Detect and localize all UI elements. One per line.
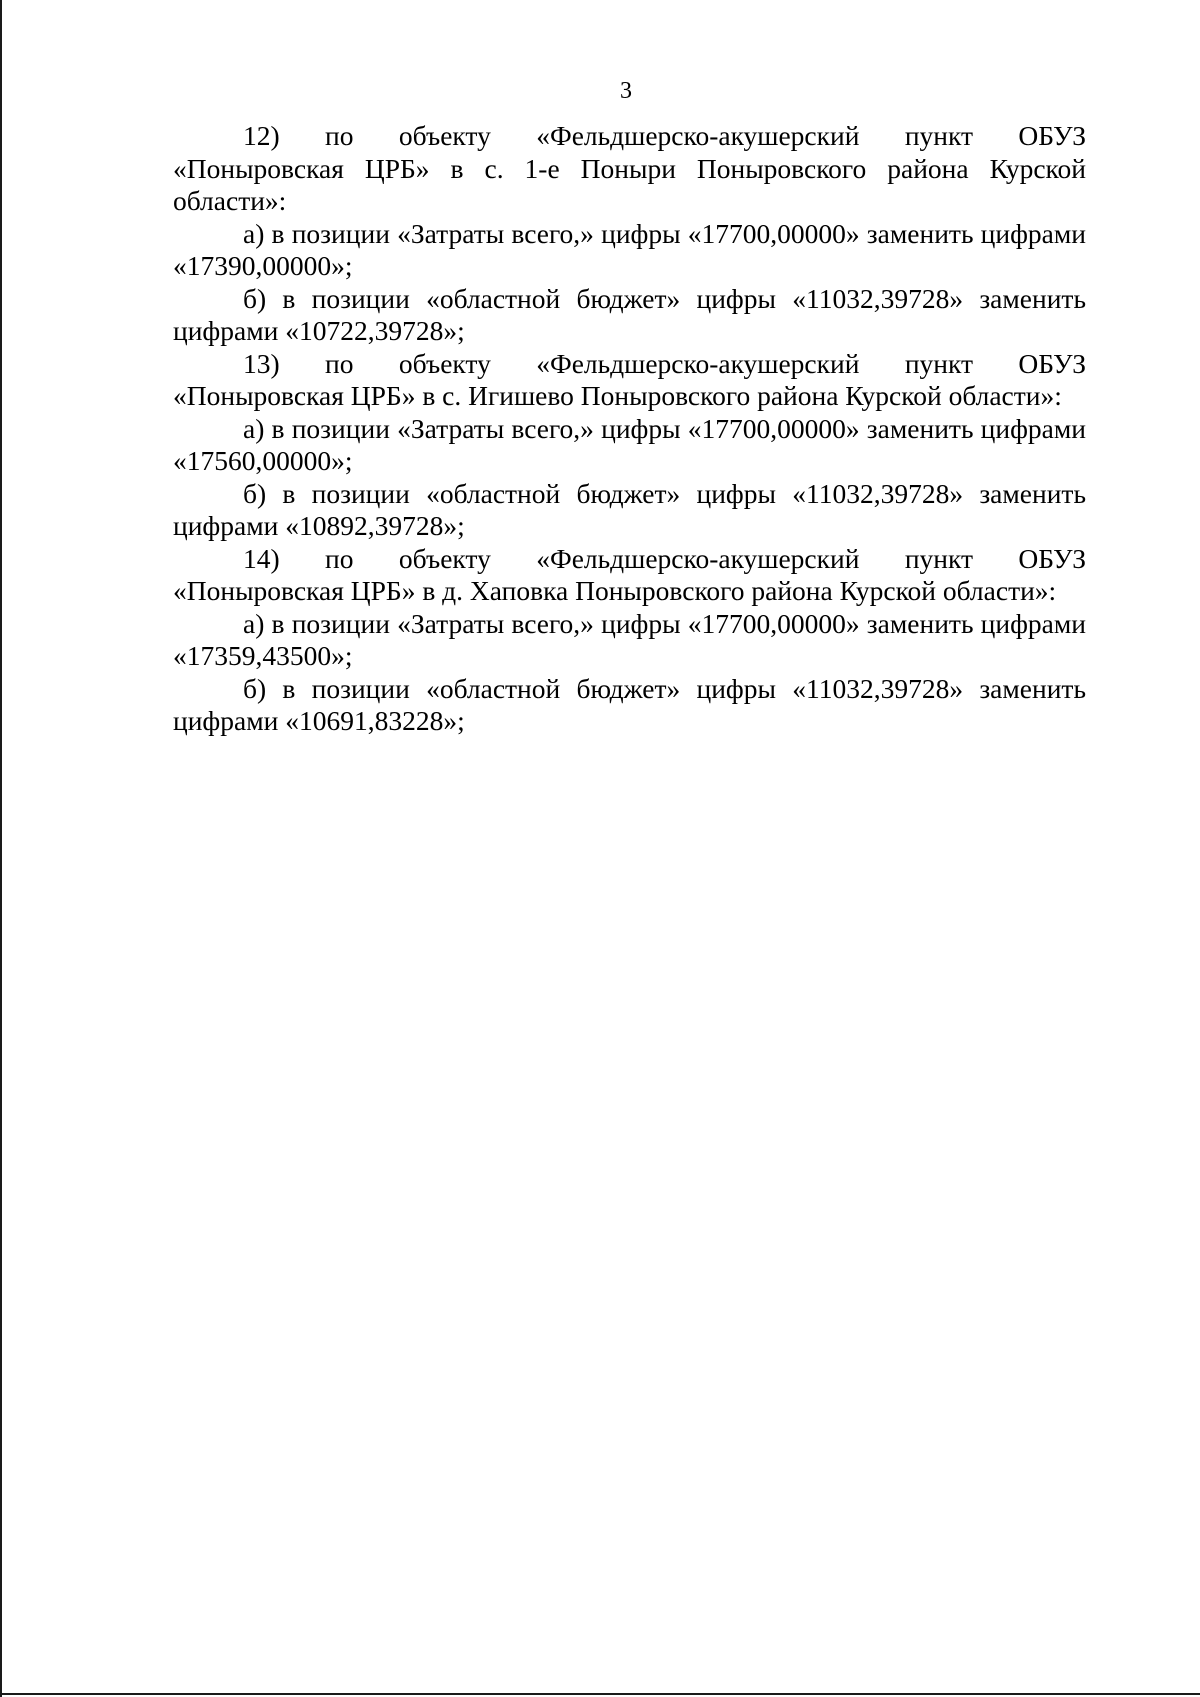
subitem-a: а) в позиции «Затраты всего,» цифры «17700,00000» заменить цифрами «17359,43500»;	[173, 607, 1086, 671]
item-heading-continuation: «Поныровская ЦРБ» в с. 1-е Поныри Поныровского района Курской области»:	[173, 152, 1086, 216]
page-number: 3	[620, 78, 632, 104]
item-heading-line: 12) по объекту «Фельдшерско-акушерский пункт ОБУЗ	[243, 120, 1086, 151]
item-heading-line: 14) по объекту «Фельдшерско-акушерский пункт ОБУЗ	[243, 542, 1086, 574]
document-body	[173, 120, 1086, 738]
subitem-b: б) в позиции «областной бюджет» цифры «11032,39728» заменить цифрами «10691,83228»;	[173, 672, 1086, 736]
subitem-a: а) в позиции «Затраты всего,» цифры «17700,00000» заменить цифрами «17560,00000»;	[173, 412, 1086, 476]
scan-edge-left	[0, 0, 2, 1697]
amendment-item-12	[173, 120, 1086, 348]
item-heading-continuation: «Поныровская ЦРБ» в д. Хаповка Поныровского района Курской области»:	[173, 575, 1057, 606]
subitem-a: а) в позиции «Затраты всего,» цифры «17700,00000» заменить цифрами «17390,00000»;	[173, 217, 1086, 281]
subitem-b: б) в позиции «областной бюджет» цифры «11032,39728» заменить цифрами «10722,39728»;	[173, 282, 1086, 346]
item-heading-line: 13) по объекту «Фельдшерско-акушерский пункт ОБУЗ	[243, 347, 1086, 379]
scan-edge-bottom	[0, 1693, 1200, 1695]
amendment-item-13	[173, 348, 1086, 543]
item-heading-continuation: «Поныровская ЦРБ» в с. Игишево Поныровского района Курской области»:	[173, 380, 1062, 411]
amendment-item-14	[173, 543, 1086, 738]
subitem-b: б) в позиции «областной бюджет» цифры «11032,39728» заменить цифрами «10892,39728»;	[173, 477, 1086, 541]
